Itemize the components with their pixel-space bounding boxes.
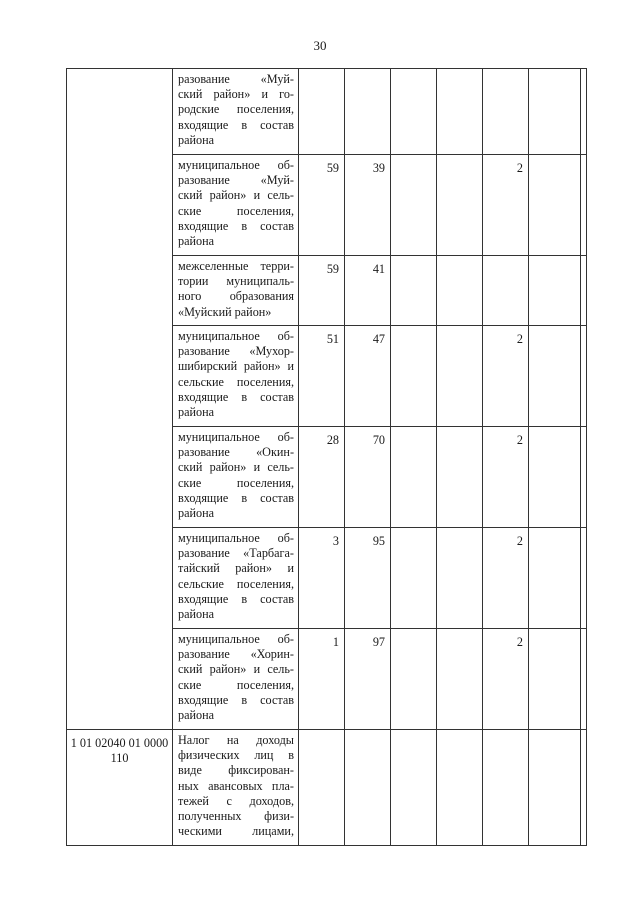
value-cell [345,69,391,155]
name-line: тежей с доходов, [178,793,294,808]
value-cell: 39 [345,155,391,256]
value-cell [391,427,437,528]
name-line: муниципальное об- [178,531,294,545]
value-cell: 2 [483,629,529,730]
name-line: входящие в состав [178,591,294,606]
name-line: входящие в состав [178,692,294,707]
name-line: муниципальное об- [178,430,294,444]
name-line: разование «Мухор- [178,344,294,359]
value-cell [437,427,483,528]
value-cell [581,427,587,528]
value-cell [529,528,581,629]
budget-code-cell: 1 01 02040 01 0000 110 [67,730,173,846]
value-cell [581,326,587,427]
name-line: ские поселения, [178,475,294,490]
page-number: 30 [313,38,327,53]
value-cell: 28 [299,427,345,528]
name-line: ного образования [178,289,294,304]
value-cell [483,69,529,155]
name-line: сельские поселения, [178,576,294,591]
name-line: входящие в состав [178,389,294,404]
value-cell [391,69,437,155]
name-line: района [178,405,215,420]
value-cell [437,326,483,427]
name-line: разование «Хорин- [178,647,294,662]
value-cell: 2 [483,326,529,427]
value-cell [581,155,587,256]
value-cell [529,69,581,155]
name-line: ские поселения, [178,203,294,218]
table-row [67,69,587,155]
value-cell [529,155,581,256]
name-line: муниципальное об- [178,158,294,172]
name-line: района [178,234,215,249]
value-cell: 70 [345,427,391,528]
value-cell [391,528,437,629]
name-line: разование «Муй- [178,173,294,188]
recipient-name-cell [173,326,299,427]
recipient-name-cell [173,629,299,730]
name-line: межселенные терри- [178,259,294,273]
value-cell: 51 [299,326,345,427]
value-cell: 59 [299,256,345,326]
table-body [67,69,587,846]
name-line: тайский район» и [178,561,294,576]
value-cell: 59 [299,155,345,256]
value-cell [581,730,587,846]
name-line: физических лиц в [178,748,294,763]
value-cell [437,528,483,629]
recipient-name-cell [173,528,299,629]
value-cell [391,256,437,326]
value-cell [391,155,437,256]
value-cell [299,730,345,846]
value-cell [437,256,483,326]
recipient-name-cell [173,730,299,846]
value-cell [581,69,587,155]
name-line: ские поселения, [178,677,294,692]
name-line: муниципальное об- [178,632,294,646]
budget-code-cell [67,69,173,730]
name-line: района [178,132,215,147]
value-cell [483,730,529,846]
value-cell [391,730,437,846]
name-line: Налог на доходы [178,733,294,747]
value-cell [529,326,581,427]
value-cell [529,730,581,846]
value-cell [391,326,437,427]
recipient-name-cell [173,256,299,326]
value-cell: 2 [483,155,529,256]
name-line: разование «Окин- [178,445,294,460]
name-line: виде фиксирован- [178,763,294,778]
name-line: полученных физи- [178,809,294,824]
value-cell [437,629,483,730]
value-cell [483,256,529,326]
name-line: ческими лицами, [178,824,294,839]
value-cell [345,730,391,846]
name-line: сельские поселения, [178,374,294,389]
name-line: ский район» и сель- [178,662,294,677]
value-cell: 41 [345,256,391,326]
name-line: входящие в состав [178,490,294,505]
value-cell [437,155,483,256]
name-line: муниципальное об- [178,329,294,343]
name-line: входящие в состав [178,117,294,132]
name-line: разование «Муй- [178,72,294,86]
value-cell [529,629,581,730]
name-line: ский район» и сель- [178,188,294,203]
value-cell [581,629,587,730]
recipient-name-cell [173,427,299,528]
name-line: шибирский район» и [178,359,294,374]
value-cell: 3 [299,528,345,629]
name-line: входящие в состав [178,218,294,233]
value-cell [529,427,581,528]
recipient-name-cell [173,69,299,155]
value-cell: 47 [345,326,391,427]
name-line: разование «Тарбага- [178,546,294,561]
value-cell: 95 [345,528,391,629]
value-cell [581,528,587,629]
value-cell [437,730,483,846]
value-cell [391,629,437,730]
name-line: ский район» и сель- [178,460,294,475]
recipient-name-cell [173,155,299,256]
table-row [67,730,587,846]
value-cell: 2 [483,528,529,629]
name-line: района [178,607,215,622]
value-cell: 2 [483,427,529,528]
name-line: ский район» и го- [178,87,294,102]
value-cell [529,256,581,326]
name-line: родские поселения, [178,102,294,117]
value-cell [581,256,587,326]
value-cell: 1 [299,629,345,730]
value-cell [299,69,345,155]
name-line: района [178,708,215,723]
name-line: «Муйский район» [178,304,272,319]
value-cell: 97 [345,629,391,730]
value-cell [437,69,483,155]
name-line: ных авансовых пла- [178,778,294,793]
name-line: района [178,506,215,521]
revenue-distribution-table [66,68,587,846]
name-line: тории муниципаль- [178,274,294,289]
